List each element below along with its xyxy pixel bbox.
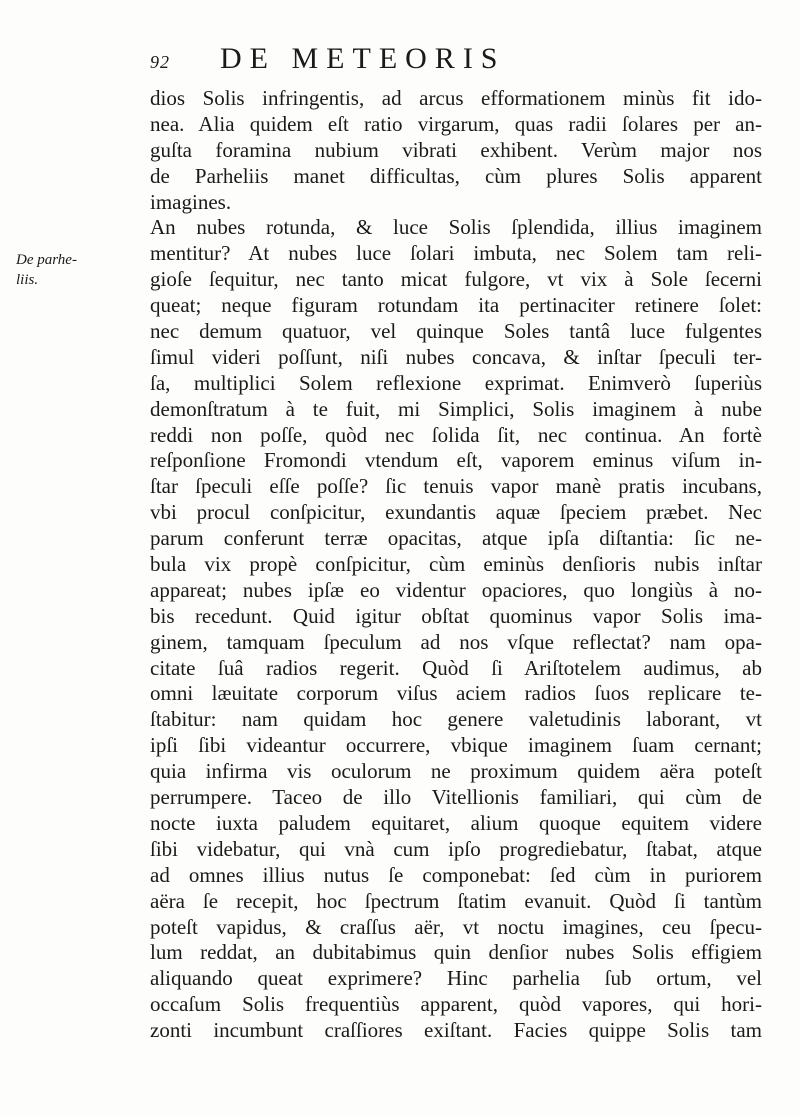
text-line: bula vix propè conſpicitur, cùm eminùs denſioris nubis inſtar bbox=[150, 552, 762, 577]
text-line: mentitur? At nubes luce ſolari imbuta, nec Solem tam reli- bbox=[150, 241, 762, 266]
text-line: ſimul videri poſſunt, niſi nubes concava, & inſtar ſpeculi ter- bbox=[150, 344, 762, 369]
marginal-note-line: liis. bbox=[16, 272, 39, 288]
text-line: nea. Alia quidem eſt ratio virgarum, quas radii ſolares per an- bbox=[150, 111, 762, 136]
text-line: nocte iuxta paludem equitaret, alium quoque equitem videre bbox=[150, 810, 762, 835]
text-line: dios Solis infringentis, ad arcus efformationem minùs fit ido- bbox=[150, 86, 762, 110]
text-line: appareat; nubes ipſæ eo videntur opaciores, quo longiùs à no- bbox=[150, 577, 762, 602]
text-line: ſa, multiplici Solem reflexione exprimat. Enimverò ſuperiùs bbox=[150, 370, 762, 395]
text-line: vbi procul conſpicitur, exundantis aquæ ſpeciem præbet. Nec bbox=[150, 500, 762, 525]
text-line: ipſi ſibi videantur occurrere, vbique imaginem ſuam cernant; bbox=[150, 733, 762, 758]
text-line: imagines. bbox=[150, 189, 232, 214]
text-line: occaſum Solis frequentiùs apparent, quòd vapores, qui hori- bbox=[150, 992, 762, 1017]
body-text bbox=[150, 86, 762, 1044]
text-line: quia infirma vis oculorum ne proximum quidem aëra poteſt bbox=[150, 759, 762, 784]
text-line: guſta foramina nubium vibrati exhibent. Verùm major nos bbox=[150, 137, 762, 162]
text-line: omni læuitate corporum viſus aciem radios ſuos replicare te- bbox=[150, 681, 762, 706]
text-line: ginem, tamquam ſpeculum ad nos vſque reflectat? nam opa- bbox=[150, 629, 762, 654]
marginal-note bbox=[16, 250, 96, 290]
running-head: DE METEORIS bbox=[220, 42, 506, 75]
page-number: 92 bbox=[150, 52, 170, 72]
text-line: de Parheliis manet difficultas, cùm plures Solis apparent bbox=[150, 163, 762, 188]
marginal-note-line: De parhe- bbox=[16, 252, 77, 268]
text-line: queat; neque figuram rotundam ita pertinaciter retinere ſolet: bbox=[150, 293, 762, 318]
text-line: bis recedunt. Quid igitur obſtat quominus vapor Solis ima- bbox=[150, 603, 762, 628]
text-line: reſponſione Fromondi vtendum eſt, vaporem eminus viſum in- bbox=[150, 448, 762, 473]
text-line: perrumpere. Taceo de illo Vitellionis familiari, qui cùm de bbox=[150, 785, 762, 810]
text-line: ſtar ſpeculi eſſe poſſe? ſic tenuis vapor manè pratis incubans, bbox=[150, 474, 762, 499]
text-line: poteſt vapidus, & craſſus aër, vt noctu imagines, ceu ſpecu- bbox=[150, 914, 762, 939]
page-header bbox=[150, 42, 710, 82]
text-line: An nubes rotunda, & luce Solis ſplendida, illius imaginem bbox=[150, 215, 762, 240]
text-line: reddi non poſſe, quòd nec ſolida ſit, nec continua. An fortè bbox=[150, 422, 762, 447]
text-line: ſtabitur: nam quidam hoc genere valetudinis laborant, vt bbox=[150, 707, 762, 732]
text-line: parum conferunt terræ opacitas, atque ipſa diſtantia: ſic ne- bbox=[150, 526, 762, 551]
text-line: ad omnes illius nutus ſe componebat: ſed cùm in puriorem bbox=[150, 862, 762, 887]
text-line: lum reddat, an dubitabimus quin denſior nubes Solis effigiem bbox=[150, 940, 762, 965]
text-line: zonti incumbunt craſſiores exiſtant. Facies quippe Solis tam bbox=[150, 1018, 762, 1043]
text-line: ſibi videbatur, qui vnà cum ipſo progrediebatur, ſtabat, atque bbox=[150, 836, 762, 861]
text-line: nec demum quatuor, vel quinque Soles tantâ luce fulgentes bbox=[150, 319, 762, 344]
text-line: aliquando queat exprimere? Hinc parhelia ſub ortum, vel bbox=[150, 966, 762, 991]
text-line: aëra ſe recepit, hoc ſpectrum ſtatim evanuit. Quòd ſi tantùm bbox=[150, 888, 762, 913]
text-line: citate ſuâ radios regerit. Quòd ſi Ariſtotelem audimus, ab bbox=[150, 655, 762, 680]
text-line: demonſtratum à te fuit, mi Simplici, Solis imaginem à nube bbox=[150, 396, 762, 421]
text-line: gioſe ſequitur, nec tanto micat fulgore, vt vix à Sole ſecerni bbox=[150, 267, 762, 292]
